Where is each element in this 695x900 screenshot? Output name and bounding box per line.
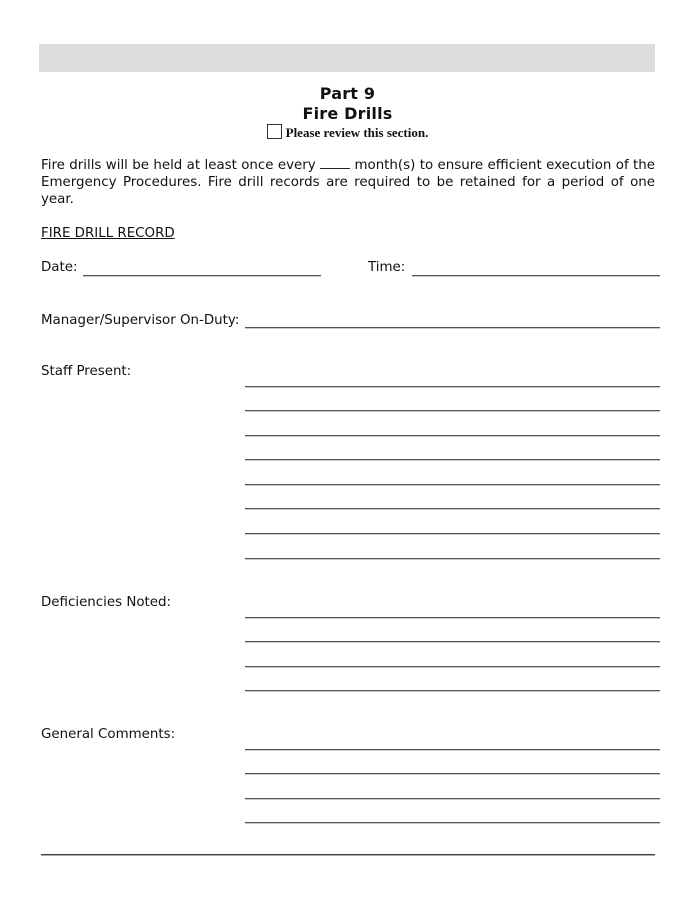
deficiencies-label: Deficiencies Noted: xyxy=(41,595,172,610)
date-label: Date: xyxy=(41,260,78,275)
deficiencies-line-4[interactable] xyxy=(245,690,660,692)
deficiencies-line-1[interactable] xyxy=(245,617,660,619)
fire-drill-record-heading: FIRE DRILL RECORD xyxy=(41,226,175,241)
manager-label: Manager/Supervisor On-Duty: xyxy=(41,313,240,328)
staff-line-5[interactable] xyxy=(245,484,660,486)
general-comments-label: General Comments: xyxy=(41,727,176,742)
time-label: Time: xyxy=(368,260,406,275)
comments-line-2[interactable] xyxy=(245,773,660,775)
review-checkbox-label: Please review this section. xyxy=(285,125,429,140)
comments-line-3[interactable] xyxy=(245,798,660,800)
manager-field[interactable] xyxy=(245,327,660,329)
intro-text-1: Fire drills will be held at least once every xyxy=(41,158,321,173)
intro-paragraph xyxy=(41,156,655,208)
staff-line-2[interactable] xyxy=(245,410,660,412)
deficiencies-line-2[interactable] xyxy=(245,641,660,643)
header-bar xyxy=(39,44,655,72)
review-section xyxy=(0,124,695,141)
staff-line-7[interactable] xyxy=(245,533,660,535)
footer-divider xyxy=(41,854,655,856)
intro-text-2: month(s) to ensure efficient execution of the Emergency Procedures. Fire drill records are required to be retained for a period of one year. xyxy=(41,158,655,207)
date-field[interactable] xyxy=(83,275,321,277)
staff-present-label: Staff Present: xyxy=(41,364,132,379)
staff-line-3[interactable] xyxy=(245,435,660,437)
staff-line-1[interactable] xyxy=(245,386,660,388)
part-number: Part 9 xyxy=(319,84,376,103)
staff-line-8[interactable] xyxy=(245,558,660,560)
comments-line-4[interactable] xyxy=(245,822,660,824)
deficiencies-line-3[interactable] xyxy=(245,666,660,668)
staff-line-6[interactable] xyxy=(245,508,660,510)
page-title: Fire Drills xyxy=(302,104,393,123)
comments-line-1[interactable] xyxy=(245,749,660,751)
staff-line-4[interactable] xyxy=(245,459,660,461)
months-blank-field[interactable] xyxy=(320,156,350,169)
time-field[interactable] xyxy=(412,275,660,277)
review-checkbox[interactable] xyxy=(267,124,282,139)
